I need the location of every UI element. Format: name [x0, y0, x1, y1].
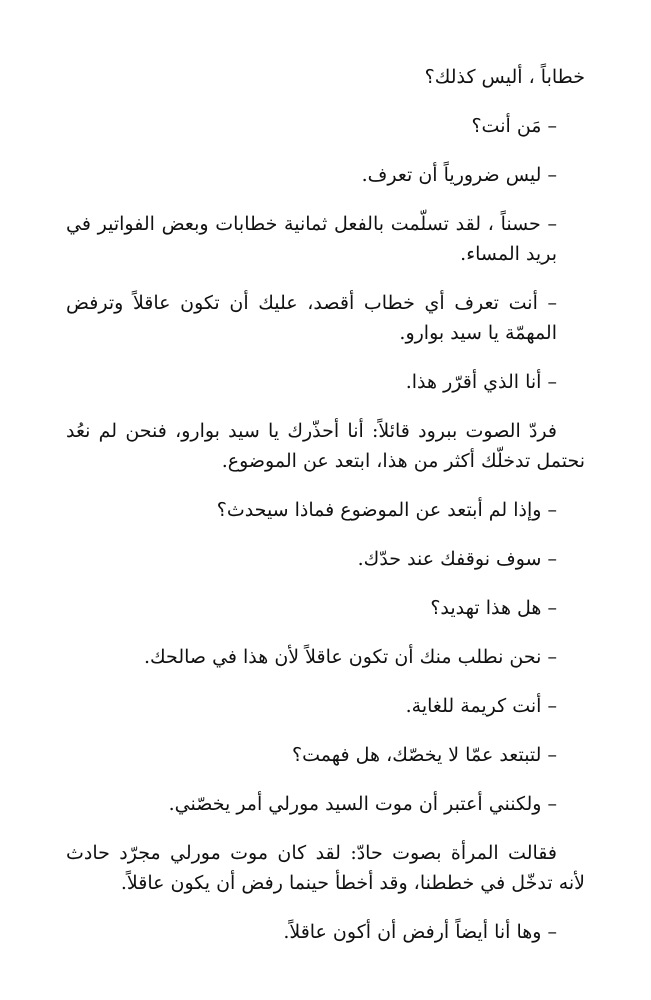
dialogue-line: – وها أنا أيضاً أرفض أن أكون عاقلاً. [283, 921, 557, 943]
dialogue-line: – نحن نطلب منك أن تكون عاقلاً لأن هذا في صالحك. [144, 646, 557, 668]
dialogue-line: – ولكنني أعتبر أن موت السيد مورلي أمر يخصّني. [168, 793, 557, 815]
dialogue-line: – أنا الذي أقرّر هذا. [405, 371, 557, 393]
dialogue-line: – هل هذا تهديد؟ [430, 597, 557, 619]
dialogue-line: – ليس ضرورياً أن تعرف. [361, 164, 557, 186]
paragraph-continuation: خطاباً ، أليس كذلك؟ [424, 66, 585, 88]
dialogue-line: – حسناً ، لقد تسلّمت بالفعل ثمانية خطابات وبعض الفواتير في بريد المساء. [66, 213, 557, 265]
dialogue-line: – وإذا لم أبتعد عن الموضوع فماذا سيحدث؟ [216, 499, 557, 521]
dialogue-line: – أنت كريمة للغاية. [405, 695, 557, 717]
dialogue-line: – لتبتعد عمّا لا يخصّك، هل فهمت؟ [292, 744, 557, 766]
narration-paragraph: فقالت المرأة بصوت حادّ: لقد كان موت مورلي مجرّد حادث لأنه تدخّل في خططنا، وقد أخطأ حينما رفض أن يكون عاقلاً. [66, 842, 585, 894]
dialogue-line: – مَن أنت؟ [471, 115, 557, 137]
narration-paragraph: فردّ الصوت ببرود قائلاً: أنا أحذّرك يا سيد بوارو، فنحن لم نعُد نحتمل تدخلّك أكثر من هذا، ابتعد عن الموضوع. [66, 420, 585, 472]
dialogue-line: – سوف نوقفك عند حدّك. [357, 548, 557, 570]
dialogue-line: – أنت تعرف أي خطاب أقصد، عليك أن تكون عاقلاً وترفض المهمّة يا سيد بوارو. [66, 292, 557, 344]
